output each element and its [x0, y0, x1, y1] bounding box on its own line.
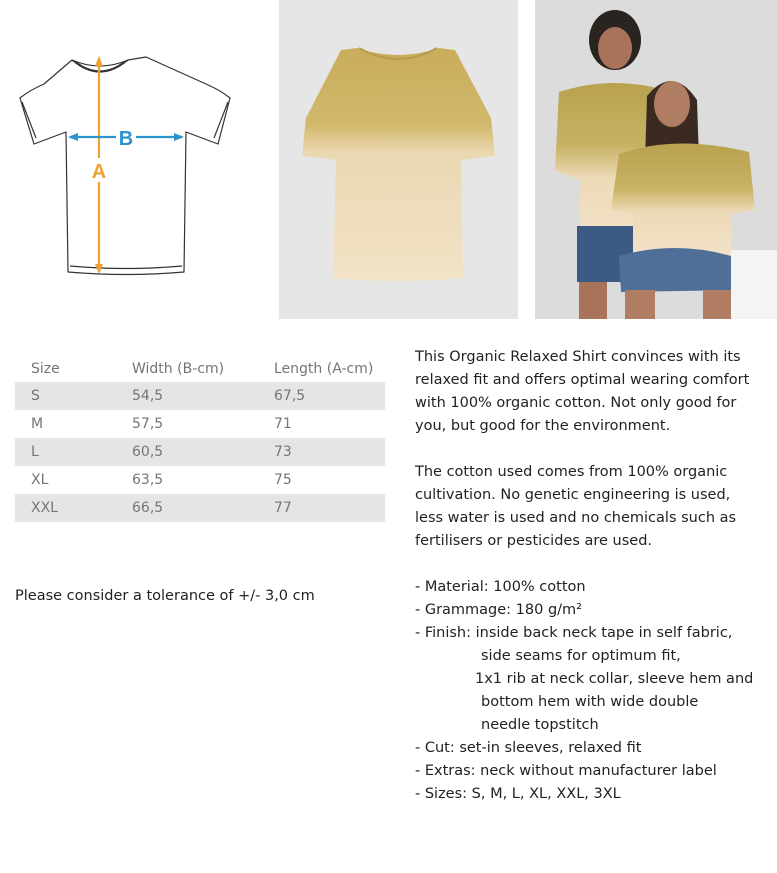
cell-width: 54,5	[132, 388, 164, 404]
spec-material: - Material: 100% cotton	[415, 579, 586, 595]
tshirt-outline	[20, 57, 230, 275]
cell-size: L	[31, 444, 39, 460]
size-table	[15, 355, 385, 522]
text-line: less water is used and no chemicals such as	[415, 510, 737, 526]
product-model-image	[535, 0, 777, 319]
spec-finish-line: needle topstitch	[481, 717, 599, 733]
models-photo-icon	[535, 0, 777, 319]
text-line: you, but good for the environment.	[415, 418, 671, 434]
cell-length: 75	[274, 472, 292, 488]
cell-length: 77	[274, 500, 292, 516]
tolerance-note: Please consider a tolerance of +/- 3,0 cm	[15, 588, 315, 604]
text-line: fertilisers or pesticides are used.	[415, 533, 653, 549]
table-row	[15, 438, 385, 466]
spec-list	[415, 576, 767, 806]
cell-width: 63,5	[132, 472, 164, 488]
spec-sizes: - Sizes: S, M, L, XL, XXL, 3XL	[415, 786, 621, 802]
cell-width: 66,5	[132, 500, 164, 516]
product-description	[415, 346, 767, 806]
spec-finish-line: 1x1 rib at neck collar, sleeve hem and	[475, 671, 754, 687]
cell-size: S	[31, 388, 40, 404]
cell-size: XL	[31, 472, 49, 488]
label-b: B	[118, 128, 134, 150]
cell-size: M	[31, 416, 44, 432]
text-line: with 100% organic cotton. Not only good for	[415, 395, 737, 411]
tshirt-flat-icon	[279, 0, 518, 319]
spec-finish-line: side seams for optimum fit,	[481, 648, 681, 664]
cell-width: 60,5	[132, 444, 164, 460]
table-row	[15, 410, 385, 438]
spec-grammage: - Grammage: 180 g/m²	[415, 602, 582, 618]
table-row	[15, 466, 385, 494]
table-header-row	[15, 355, 385, 382]
spec-extras: - Extras: neck without manufacturer label	[415, 763, 717, 779]
cell-width: 57,5	[132, 416, 164, 432]
text-line: relaxed fit and offers optimal wearing comfort	[415, 372, 750, 388]
description-paragraph-1	[415, 346, 767, 438]
description-paragraph-2	[415, 461, 767, 553]
product-flat-image	[279, 0, 518, 319]
header-length: Length (A-cm)	[274, 360, 374, 377]
spec-finish-line: bottom hem with wide double	[481, 694, 699, 710]
text-line: The cotton used comes from 100% organic	[415, 464, 728, 480]
spec-cut: - Cut: set-in sleeves, relaxed fit	[415, 740, 642, 756]
cell-length: 73	[274, 444, 292, 460]
table-row	[15, 382, 385, 410]
cell-size: XXL	[31, 500, 58, 516]
text-line: cultivation. No genetic engineering is used,	[415, 487, 731, 503]
text-line: This Organic Relaxed Shirt convinces with its	[415, 349, 741, 365]
spec-finish: - Finish: inside back neck tape in self fabric,	[415, 625, 733, 641]
size-diagram	[14, 44, 236, 284]
cell-length: 71	[274, 416, 292, 432]
table-row	[15, 494, 385, 522]
label-a: A	[91, 161, 107, 183]
header-width: Width (B-cm)	[132, 360, 225, 377]
cell-length: 67,5	[274, 388, 306, 404]
header-size: Size	[31, 360, 60, 377]
